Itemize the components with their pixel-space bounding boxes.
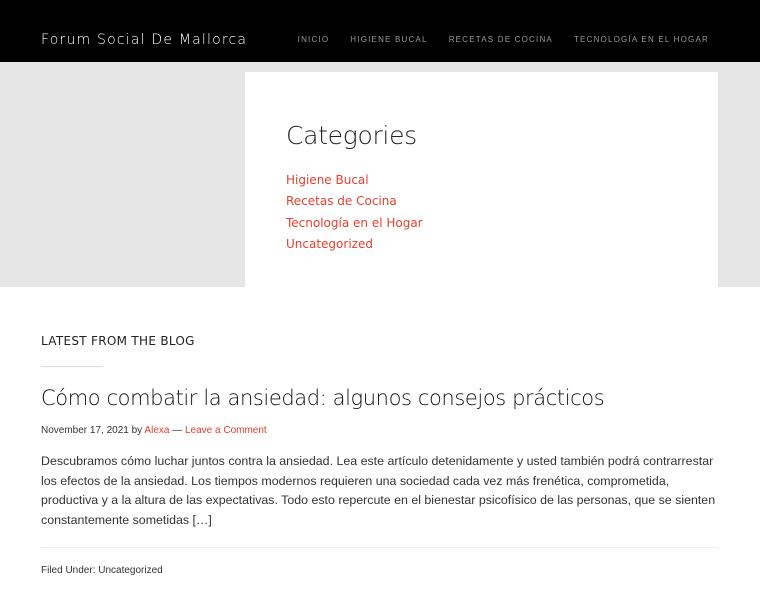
primary-nav [298, 34, 709, 46]
nav-item-tecnologia-en-el-hogar[interactable]: TECNOLOGÍA EN EL HOGAR [573, 35, 709, 44]
filed-under-category-link[interactable]: Uncategorized [98, 565, 163, 576]
widget-area [0, 62, 760, 287]
nav-item-higiene-bucal[interactable]: HIGIENE BUCAL [350, 35, 428, 44]
section-title: LATEST FROM THE BLOG [41, 334, 195, 348]
section-divider [41, 366, 103, 367]
widget-title: Categories [286, 121, 417, 150]
category-link-tecnologia-en-el-hogar[interactable]: Tecnología en el Hogar [286, 215, 423, 230]
list-item [286, 233, 423, 254]
leave-comment-link[interactable]: Leave a Comment [185, 425, 267, 436]
meta-separator: — [172, 425, 183, 436]
post-author-link[interactable]: Alexa [144, 425, 170, 436]
category-link-uncategorized[interactable]: Uncategorized [286, 237, 373, 252]
site-title[interactable]: Forum Social De Mallorca [41, 32, 248, 48]
nav-item-inicio[interactable]: INICIO [297, 35, 330, 44]
post-title[interactable]: Cómo combatir la ansiedad: algunos consejos prácticos [41, 386, 605, 410]
post-divider [41, 547, 718, 548]
post-meta [41, 424, 267, 438]
post-footer [41, 564, 163, 578]
post-by-label: by [131, 425, 143, 436]
list-item [286, 169, 423, 190]
post-date: November 17, 2021 [41, 425, 129, 436]
list-item [286, 212, 423, 233]
category-list [286, 169, 423, 255]
post-excerpt: Descubramos cómo luchar juntos contra la ansiedad. Lea este artículo detenidamente y usted también podrá contrarrestar los efectos de la ansiedad. Los tiempos modernos requieren una sociedad cada vez más frenética, comprometida, productiva y a la altura de las expectativas. Todo esto repercute en el bienestar psicofísico de las personas, que se sienten constantemente sometidas […] [41, 454, 716, 527]
site-header [0, 0, 760, 62]
list-item [286, 190, 423, 211]
category-link-higiene-bucal[interactable]: Higiene Bucal [286, 173, 369, 187]
filed-under-label: Filed Under: [41, 565, 96, 576]
category-link-recetas-de-cocina[interactable]: Recetas de Cocina [286, 194, 397, 209]
nav-item-recetas-de-cocina[interactable]: RECETAS DE COCINA [448, 35, 553, 44]
categories-widget [245, 72, 718, 287]
